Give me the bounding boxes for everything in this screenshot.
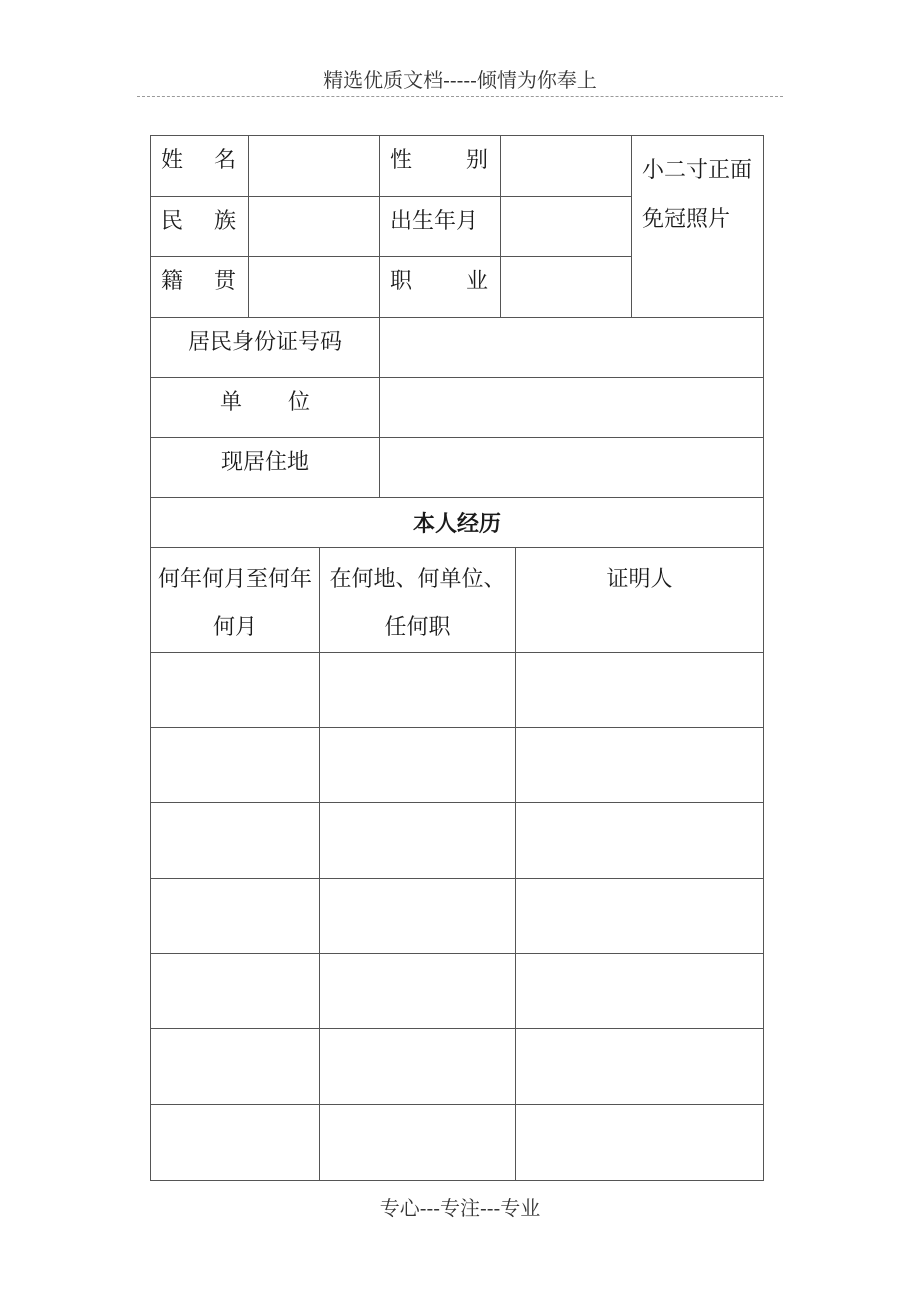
page-footer: 专心---专注---专业: [379, 1196, 541, 1220]
unit-value-cell[interactable]: [380, 378, 764, 438]
birth-value-cell[interactable]: [501, 197, 632, 257]
name-value-cell[interactable]: [249, 136, 380, 197]
header-divider: [137, 96, 783, 97]
place-cell[interactable]: [320, 1105, 516, 1181]
place-cell[interactable]: [320, 728, 516, 803]
birth-label: 出生年月: [390, 209, 479, 234]
name-label-cell: [151, 136, 249, 197]
period-cell[interactable]: [151, 728, 320, 803]
ethnicity-label-cell: [151, 197, 249, 257]
gender-label-char-2: 别: [465, 148, 488, 173]
experience-section-title: 本人经历: [151, 498, 764, 548]
witness-column-header: 证明人: [516, 548, 764, 653]
native-place-label-cell: [151, 257, 249, 318]
period-column-header: 何年何月至何年何月: [151, 548, 320, 653]
witness-cell[interactable]: [516, 1029, 764, 1105]
period-cell[interactable]: [151, 879, 320, 954]
witness-cell[interactable]: [516, 954, 764, 1029]
place-column-header: 在何地、何单位、任何职: [320, 548, 516, 653]
photo-placeholder-cell: [632, 136, 764, 318]
experience-row: [151, 653, 764, 728]
experience-row: [151, 879, 764, 954]
id-number-value-cell[interactable]: [380, 318, 764, 378]
ethnicity-label-char-1: 民: [161, 209, 184, 234]
experience-row: [151, 803, 764, 879]
name-label-char-1: 姓: [161, 148, 184, 173]
place-cell[interactable]: [320, 879, 516, 954]
gender-value-cell[interactable]: [501, 136, 632, 197]
witness-cell[interactable]: [516, 653, 764, 728]
witness-cell[interactable]: [516, 879, 764, 954]
personal-info-form: [150, 135, 764, 1181]
unit-label-cell: [151, 378, 380, 438]
witness-cell[interactable]: [516, 1105, 764, 1181]
experience-row: [151, 954, 764, 1029]
native-place-label-char-2: 贯: [213, 269, 236, 294]
occupation-label-cell: [380, 257, 501, 318]
period-cell[interactable]: [151, 653, 320, 728]
gender-label-char-1: 性: [390, 148, 413, 173]
witness-cell[interactable]: [516, 803, 764, 879]
occupation-value-cell[interactable]: [501, 257, 632, 318]
birth-label-cell: [380, 197, 501, 257]
unit-label: 单位: [219, 390, 356, 415]
address-label: 现居住地: [220, 450, 309, 475]
name-label-char-2: 名: [213, 148, 236, 173]
address-value-cell[interactable]: [380, 438, 764, 498]
place-cell[interactable]: [320, 653, 516, 728]
id-number-label-cell: [151, 318, 380, 378]
period-cell[interactable]: [151, 954, 320, 1029]
occupation-label-char-2: 业: [465, 269, 488, 294]
address-label-cell: [151, 438, 380, 498]
place-cell[interactable]: [320, 954, 516, 1029]
ethnicity-label-char-2: 族: [213, 209, 236, 234]
place-cell[interactable]: [320, 803, 516, 879]
period-cell[interactable]: [151, 1105, 320, 1181]
gender-label-cell: [380, 136, 501, 197]
occupation-label-char-1: 职: [390, 269, 413, 294]
id-number-label: 居民身份证号码: [187, 330, 342, 355]
experience-row: [151, 1029, 764, 1105]
ethnicity-value-cell[interactable]: [249, 197, 380, 257]
period-cell[interactable]: [151, 803, 320, 879]
witness-cell[interactable]: [516, 728, 764, 803]
experience-row: [151, 1105, 764, 1181]
native-place-label-char-1: 籍: [161, 269, 184, 294]
period-cell[interactable]: [151, 1029, 320, 1105]
place-cell[interactable]: [320, 1029, 516, 1105]
experience-row: [151, 728, 764, 803]
page-header: 精选优质文档-----倾情为你奉上: [323, 68, 597, 92]
photo-note: 小二寸正面免冠照片: [642, 158, 753, 232]
native-place-value-cell[interactable]: [249, 257, 380, 318]
